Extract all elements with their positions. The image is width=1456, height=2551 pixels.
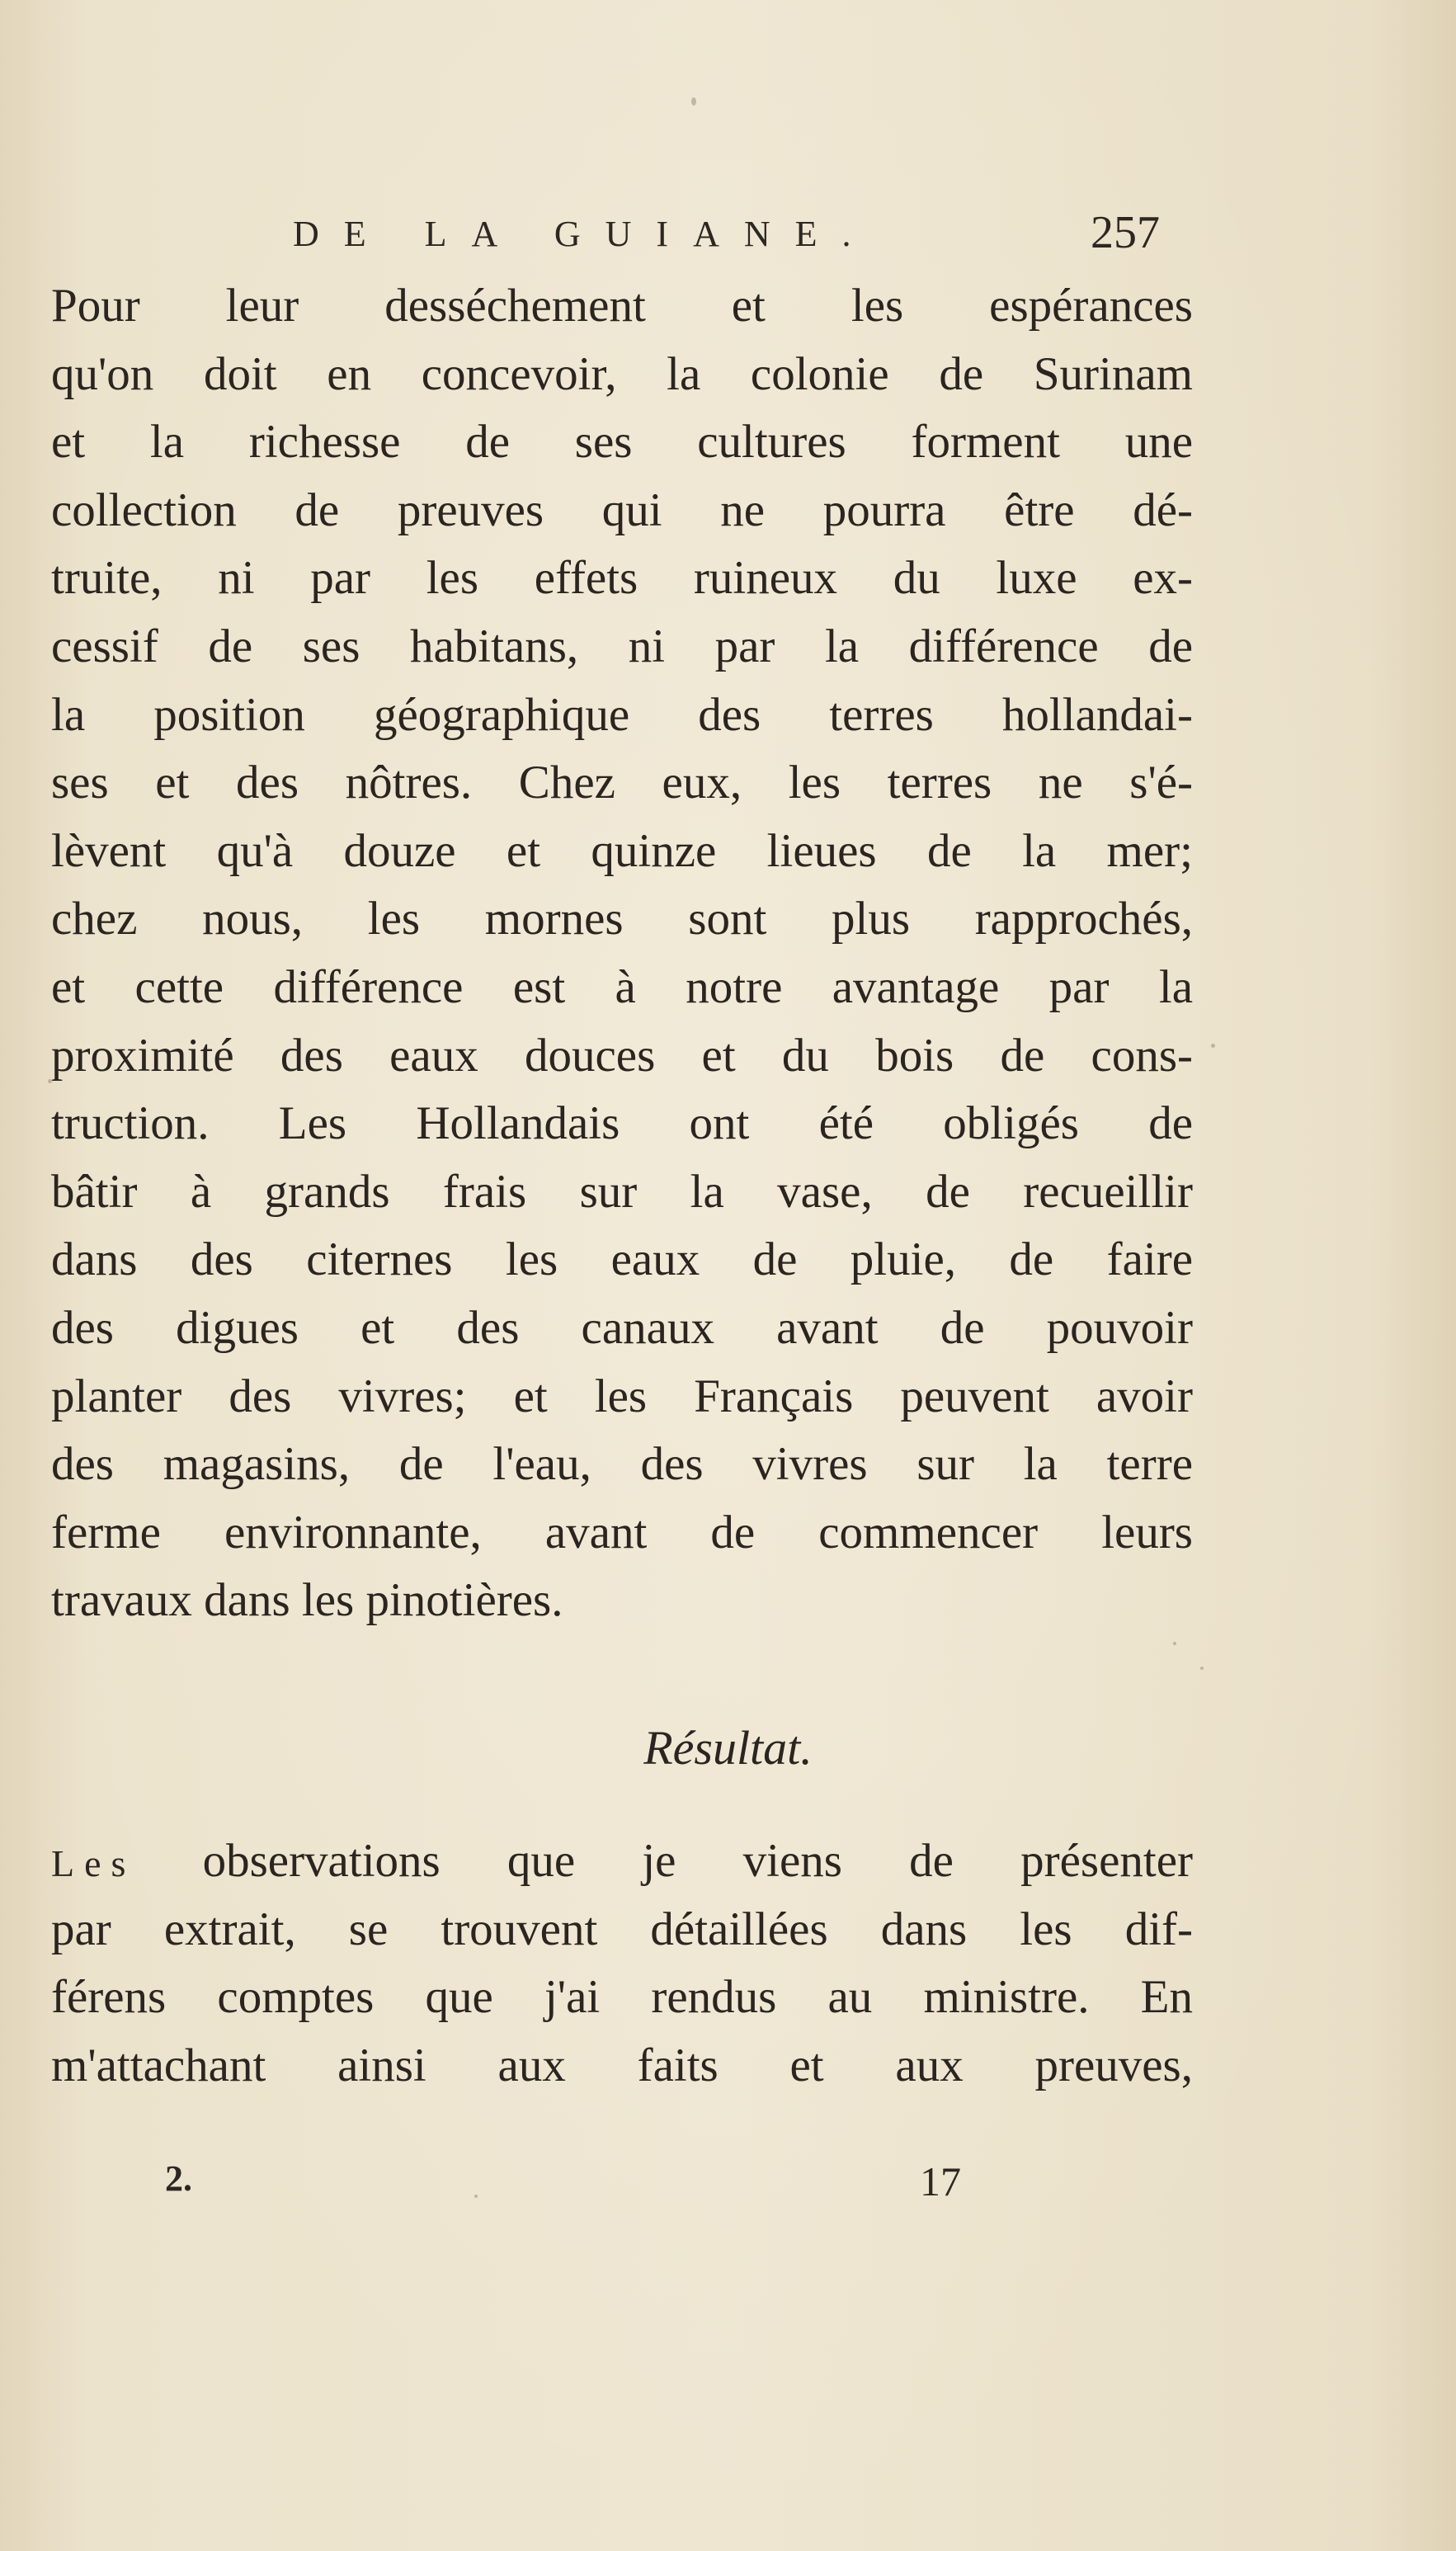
text-line: bâtir à grands frais sur la vase, de recueillir (51, 1165, 1193, 1218)
text-line: cessif de ses habitans, ni par la différence de (51, 620, 1193, 672)
gathering-number: 17 (920, 2158, 961, 2204)
text-line: truction. Les Hollandais ont été obligés de (51, 1097, 1193, 1150)
text-line: et la richesse de ses cultures forment une (51, 416, 1193, 469)
text-line: travaux dans les pinotières. (51, 1574, 563, 1627)
text-line: férens comptes que j'ai rendus au ministre. En (51, 1971, 1193, 2024)
paper-speck (691, 97, 696, 106)
text-line-first (51, 1827, 1193, 1896)
text-line: chez nous, les mornes sont plus rapprochés, (51, 893, 1193, 945)
text-line: collection de preuves qui ne pourra être dé- (51, 483, 1193, 536)
text-line: truite, ni par les effets ruineux du luxe ex- (51, 552, 1193, 605)
text-line: proximité des eaux douces et du bois de cons- (51, 1029, 1193, 1082)
text-line: m'attachant ainsi aux faits et aux preuves, (51, 2039, 1193, 2091)
text-line: dans des citernes les eaux de pluie, de faire (51, 1233, 1193, 1286)
drop-caps-word: Les (51, 1842, 136, 1884)
text-line: des digues et des canaux avant de pouvoir (51, 1301, 1193, 1354)
running-head (0, 206, 1456, 281)
text-line: ses et des nôtres. Chez eux, les terres ne s'é- (51, 757, 1193, 809)
text-line: qu'on doit en concevoir, la colonie de Surinam (51, 347, 1193, 400)
paper-speck (1200, 1667, 1204, 1670)
section-heading: Résultat. (643, 1721, 813, 1775)
text-line: lèvent qu'à douze et quinze lieues de la mer; (51, 824, 1193, 877)
text-line: ferme environnante, avant de commencer leurs (51, 1506, 1193, 1558)
text-line: la position géographique des terres hollandai- (51, 688, 1193, 741)
paragraph-1 (51, 272, 1193, 1635)
paper-speck (1173, 1642, 1176, 1645)
paragraph-2 (51, 1827, 1193, 2100)
paper-speck (474, 2195, 478, 2198)
first-line-text: observations que je viens de présenter (202, 1835, 1193, 1887)
page-number: 257 (1091, 207, 1160, 258)
signature-mark: 2. (165, 2158, 192, 2199)
running-title: DE LA GUIANE. (293, 214, 876, 254)
text-line: des magasins, de l'eau, des vivres sur la terre (51, 1438, 1193, 1491)
text-line: et cette différence est à notre avantage par la (51, 960, 1193, 1013)
text-line: par extrait, se trouvent détaillées dans les dif- (51, 1903, 1193, 1955)
text-line: Pour leur desséchement et les espérances (51, 280, 1193, 332)
text-line: planter des vivres; et les Français peuvent avoir (51, 1370, 1193, 1422)
paper-speck (1211, 1044, 1215, 1048)
paper-speck (48, 1079, 52, 1083)
